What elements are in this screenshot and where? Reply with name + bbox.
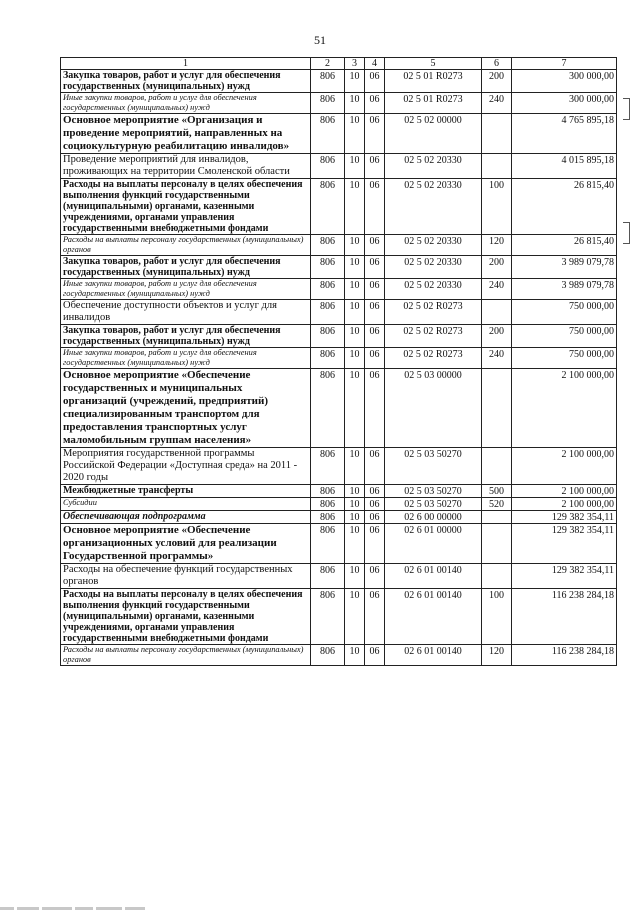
code-cell: 02 6 01 00140 (385, 645, 482, 666)
row-label: Основное мероприятие «Обеспечение организационных условий для реализации Государственной программы» (61, 524, 311, 564)
code-cell: 10 (345, 325, 365, 348)
amount-cell: 2 100 000,00 (512, 369, 617, 448)
code-cell: 806 (311, 114, 345, 154)
amount-cell: 129 382 354,11 (512, 511, 617, 524)
code-cell: 806 (311, 179, 345, 235)
amount-cell: 116 238 284,18 (512, 645, 617, 666)
amount-cell: 750 000,00 (512, 325, 617, 348)
code-cell: 10 (345, 93, 365, 114)
code-cell: 06 (365, 645, 385, 666)
code-cell: 10 (345, 498, 365, 511)
table-row (61, 498, 617, 511)
table-row (61, 256, 617, 279)
code-cell (482, 369, 512, 448)
code-cell: 02 5 02 R0273 (385, 348, 482, 369)
code-cell: 120 (482, 645, 512, 666)
code-cell: 806 (311, 300, 345, 325)
code-cell: 02 5 02 20330 (385, 279, 482, 300)
table-row (61, 448, 617, 485)
code-cell: 06 (365, 511, 385, 524)
code-cell: 806 (311, 511, 345, 524)
code-cell: 806 (311, 589, 345, 645)
code-cell: 02 5 01 R0273 (385, 70, 482, 93)
code-cell: 06 (365, 279, 385, 300)
row-label: Расходы на выплаты персоналу в целях обеспечения выполнения функций государственными (муниципальными) органами, казенными учреждениями, органами управления государственными внебюджетными фондами (61, 589, 311, 645)
code-cell: 806 (311, 524, 345, 564)
amount-cell: 2 100 000,00 (512, 485, 617, 498)
amount-cell: 750 000,00 (512, 300, 617, 325)
code-cell (482, 300, 512, 325)
code-cell: 02 6 01 00000 (385, 524, 482, 564)
table-row (61, 524, 617, 564)
row-label: Основное мероприятие «Обеспечение государственных и муниципальных организаций (учреждений, предприятий) специализированным транспортом для предоставления транспортных услуг маломобильным группам населения» (61, 369, 311, 448)
code-cell: 520 (482, 498, 512, 511)
amount-cell: 300 000,00 (512, 93, 617, 114)
amount-cell: 116 238 284,18 (512, 589, 617, 645)
code-cell: 10 (345, 154, 365, 179)
row-label: Закупка товаров, работ и услуг для обеспечения государственных (муниципальных) нужд (61, 70, 311, 93)
code-cell: 806 (311, 93, 345, 114)
code-cell: 10 (345, 70, 365, 93)
code-cell: 806 (311, 564, 345, 589)
amount-cell: 750 000,00 (512, 348, 617, 369)
table-row (61, 279, 617, 300)
scan-mark (623, 222, 630, 244)
amount-cell: 2 100 000,00 (512, 498, 617, 511)
code-cell: 240 (482, 93, 512, 114)
code-cell: 200 (482, 70, 512, 93)
amount-cell: 300 000,00 (512, 70, 617, 93)
table-row (61, 235, 617, 256)
code-cell: 06 (365, 524, 385, 564)
code-cell: 06 (365, 485, 385, 498)
code-cell (482, 564, 512, 589)
row-label: Закупка товаров, работ и услуг для обеспечения государственных (муниципальных) нужд (61, 256, 311, 279)
code-cell: 02 5 02 20330 (385, 154, 482, 179)
code-cell: 100 (482, 179, 512, 235)
code-cell: 806 (311, 154, 345, 179)
code-cell: 806 (311, 256, 345, 279)
code-cell: 500 (482, 485, 512, 498)
code-cell: 02 5 03 00000 (385, 369, 482, 448)
row-label: Иные закупки товаров, работ и услуг для обеспечения государственных (муниципальных) нужд (61, 348, 311, 369)
row-label: Основное мероприятие «Организация и проведение мероприятий, направленных на социокультурную реабилитацию инвалидов» (61, 114, 311, 154)
row-label: Проведение мероприятий для инвалидов, проживающих на территории Смоленской области (61, 154, 311, 179)
table-row (61, 589, 617, 645)
budget-table (60, 57, 617, 666)
amount-cell: 26 815,40 (512, 179, 617, 235)
row-label: Иные закупки товаров, работ и услуг для обеспечения государственных (муниципальных) нужд (61, 279, 311, 300)
code-cell (482, 524, 512, 564)
code-cell: 02 6 01 00140 (385, 589, 482, 645)
row-label: Расходы на выплаты персоналу в целях обеспечения выполнения функций государственными (муниципальными) органами, казенными учреждениями, органами управления государственными внебюджетными фондами (61, 179, 311, 235)
row-label: Расходы на выплаты персоналу государственных (муниципальных) органов (61, 235, 311, 256)
amount-cell: 4 015 895,18 (512, 154, 617, 179)
table-row (61, 511, 617, 524)
code-cell: 10 (345, 235, 365, 256)
row-label: Обеспечение доступности объектов и услуг для инвалидов (61, 300, 311, 325)
code-cell: 10 (345, 645, 365, 666)
code-cell: 10 (345, 369, 365, 448)
row-label: Иные закупки товаров, работ и услуг для обеспечения государственных (муниципальных) нужд (61, 93, 311, 114)
code-cell (482, 154, 512, 179)
code-cell (482, 114, 512, 154)
code-cell: 806 (311, 485, 345, 498)
row-label: Обеспечивающая подпрограмма (61, 511, 311, 524)
code-cell: 806 (311, 369, 345, 448)
code-cell: 06 (365, 300, 385, 325)
code-cell: 06 (365, 235, 385, 256)
code-cell: 100 (482, 589, 512, 645)
code-cell: 02 5 02 R0273 (385, 325, 482, 348)
code-cell (482, 511, 512, 524)
row-label: Субсидии (61, 498, 311, 511)
amount-cell: 2 100 000,00 (512, 448, 617, 485)
row-label: Межбюджетные трансферты (61, 485, 311, 498)
code-cell: 240 (482, 348, 512, 369)
code-cell: 06 (365, 154, 385, 179)
code-cell: 806 (311, 279, 345, 300)
table-row (61, 485, 617, 498)
amount-cell: 129 382 354,11 (512, 564, 617, 589)
code-cell: 10 (345, 300, 365, 325)
code-cell: 06 (365, 564, 385, 589)
column-header: 7 (512, 58, 617, 70)
code-cell: 10 (345, 485, 365, 498)
row-label: Расходы на выплаты персоналу государственных (муниципальных) органов (61, 645, 311, 666)
page-number: 51 (314, 33, 326, 47)
code-cell: 02 5 02 20330 (385, 256, 482, 279)
code-cell: 10 (345, 511, 365, 524)
code-cell: 06 (365, 589, 385, 645)
amount-cell: 3 989 079,78 (512, 256, 617, 279)
code-cell: 06 (365, 325, 385, 348)
column-header: 6 (482, 58, 512, 70)
code-cell: 06 (365, 70, 385, 93)
code-cell: 06 (365, 179, 385, 235)
scan-mark (623, 98, 630, 120)
code-cell: 06 (365, 93, 385, 114)
column-header: 3 (345, 58, 365, 70)
amount-cell: 4 765 895,18 (512, 114, 617, 154)
amount-cell: 3 989 079,78 (512, 279, 617, 300)
code-cell: 806 (311, 325, 345, 348)
column-header: 4 (365, 58, 385, 70)
table-row (61, 645, 617, 666)
table-header-row (61, 58, 617, 70)
table-row (61, 325, 617, 348)
code-cell: 02 5 03 50270 (385, 498, 482, 511)
code-cell: 06 (365, 369, 385, 448)
code-cell: 240 (482, 279, 512, 300)
table-row (61, 300, 617, 325)
code-cell: 02 5 02 00000 (385, 114, 482, 154)
code-cell: 200 (482, 325, 512, 348)
code-cell: 806 (311, 498, 345, 511)
row-label: Расходы на обеспечение функций государственных органов (61, 564, 311, 589)
table-row (61, 179, 617, 235)
code-cell: 02 5 03 50270 (385, 448, 482, 485)
code-cell: 06 (365, 348, 385, 369)
code-cell: 806 (311, 70, 345, 93)
code-cell: 10 (345, 179, 365, 235)
code-cell: 02 6 00 00000 (385, 511, 482, 524)
code-cell: 10 (345, 524, 365, 564)
code-cell: 10 (345, 564, 365, 589)
code-cell: 806 (311, 348, 345, 369)
table-row (61, 93, 617, 114)
code-cell: 02 6 01 00140 (385, 564, 482, 589)
code-cell: 06 (365, 498, 385, 511)
code-cell: 806 (311, 235, 345, 256)
code-cell: 02 5 02 20330 (385, 235, 482, 256)
table-row (61, 369, 617, 448)
code-cell: 10 (345, 114, 365, 154)
code-cell: 02 5 02 20330 (385, 179, 482, 235)
code-cell: 10 (345, 448, 365, 485)
column-header: 2 (311, 58, 345, 70)
row-label: Закупка товаров, работ и услуг для обеспечения государственных (муниципальных) нужд (61, 325, 311, 348)
row-label: Мероприятия государственной программы Российской Федерации «Доступная среда» на 2011 - 2020 годы (61, 448, 311, 485)
amount-cell: 26 815,40 (512, 235, 617, 256)
amount-cell: 129 382 354,11 (512, 524, 617, 564)
table-row (61, 70, 617, 93)
code-cell: 10 (345, 279, 365, 300)
code-cell (482, 448, 512, 485)
code-cell: 10 (345, 589, 365, 645)
code-cell: 200 (482, 256, 512, 279)
code-cell: 02 5 02 R0273 (385, 300, 482, 325)
table-row (61, 564, 617, 589)
column-header: 1 (61, 58, 311, 70)
code-cell: 02 5 03 50270 (385, 485, 482, 498)
code-cell: 06 (365, 256, 385, 279)
code-cell: 806 (311, 645, 345, 666)
code-cell: 10 (345, 256, 365, 279)
code-cell: 10 (345, 348, 365, 369)
code-cell: 806 (311, 448, 345, 485)
table-body (61, 70, 617, 666)
table-row (61, 114, 617, 154)
table-row (61, 348, 617, 369)
bleed-through-text (0, 897, 160, 902)
code-cell: 06 (365, 448, 385, 485)
code-cell: 120 (482, 235, 512, 256)
column-header: 5 (385, 58, 482, 70)
code-cell: 02 5 01 R0273 (385, 93, 482, 114)
code-cell: 06 (365, 114, 385, 154)
table-row (61, 154, 617, 179)
